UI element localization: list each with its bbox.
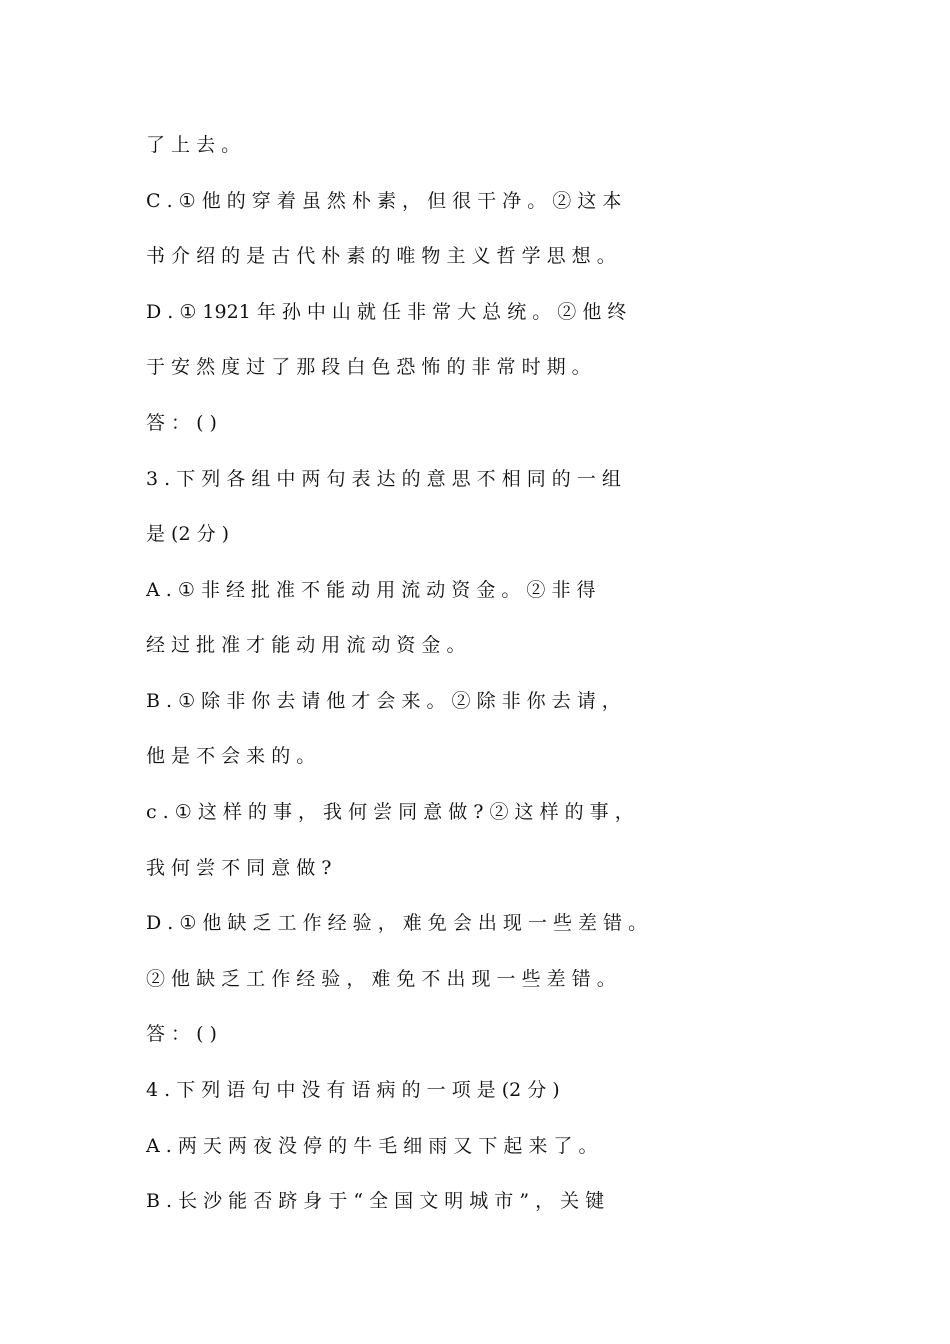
- text-line: 是 (2 分 ): [146, 523, 230, 545]
- text-line: 4 . 下 列 语 句 中 没 有 语 病 的 一 项 是 (2 分 ): [146, 1079, 560, 1101]
- text-line: 答 ： ( ): [146, 412, 217, 434]
- text-line: 经 过 批 准 才 能 动 用 流 动 资 金 。: [146, 634, 466, 656]
- text-line: c . ① 这 样 的 事 ， 我 何 尝 同 意 做 ? ② 这 样 的 事 ，: [146, 801, 634, 823]
- text-line: C . ① 他 的 穿 着 虽 然 朴 素 ， 但 很 干 净 。 ② 这 本: [146, 190, 622, 212]
- text-line: B . ① 除 非 你 去 请 他 才 会 来 。 ② 除 非 你 去 请 ，: [146, 690, 621, 712]
- text-line: A . 两 天 两 夜 没 停 的 牛 毛 细 雨 又 下 起 来 了 。: [146, 1135, 598, 1157]
- text-line: 我 何 尝 不 同 意 做 ?: [146, 857, 332, 879]
- text-line: D . ① 1921 年 孙 中 山 就 任 非 常 大 总 统 。 ② 他 终: [146, 301, 627, 323]
- text-line: 3 . 下 列 各 组 中 两 句 表 达 的 意 思 不 相 同 的 一 组: [146, 468, 621, 490]
- text-line: B . 长 沙 能 否 跻 身 于 “ 全 国 文 明 城 市 ” ， 关 键: [146, 1190, 605, 1212]
- text-line: D . ① 他 缺 乏 工 作 经 验 ， 难 免 会 出 现 一 些 差 错 。: [146, 912, 648, 934]
- text-line: 书 介 绍 的 是 古 代 朴 素 的 唯 物 主 义 哲 学 思 想 。: [146, 245, 616, 267]
- text-line: ② 他 缺 乏 工 作 经 验 ， 难 免 不 出 现 一 些 差 错 。: [146, 968, 616, 990]
- text-line: 答 ： ( ): [146, 1023, 217, 1045]
- text-line: 他 是 不 会 来 的 。: [146, 745, 316, 767]
- text-line: 了 上 去 。: [146, 134, 241, 156]
- text-line: A . ① 非 经 批 准 不 能 动 用 流 动 资 金 。 ② 非 得: [146, 579, 596, 601]
- text-line: 于 安 然 度 过 了 那 段 白 色 恐 怖 的 非 常 时 期 。: [146, 356, 591, 378]
